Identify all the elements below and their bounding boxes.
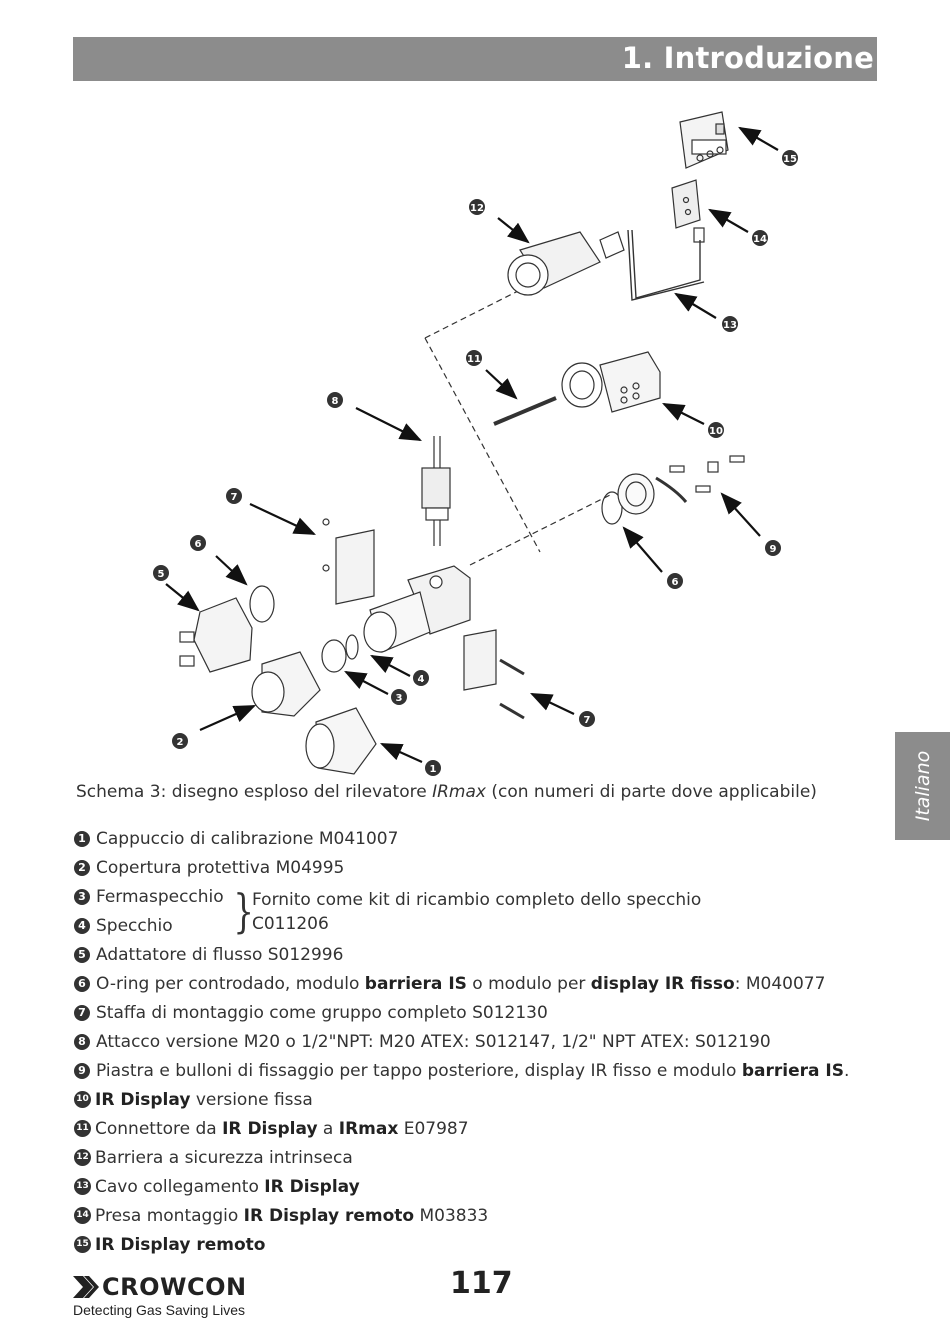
- svg-text:9: 9: [769, 544, 777, 555]
- part-number-badge: 13: [74, 1178, 91, 1195]
- svg-text:7: 7: [583, 715, 591, 726]
- callout-7-top: [226, 488, 242, 504]
- callout-10: [708, 422, 724, 438]
- callout-15: [782, 150, 798, 166]
- remote-display-part: [680, 112, 728, 168]
- calibration-cap-part: [306, 708, 376, 774]
- svg-text:3: 3: [395, 693, 403, 704]
- part-item-5: [74, 940, 874, 969]
- logo-wordmark: CROWCON: [73, 1273, 247, 1301]
- part-label: IR Display remoto: [95, 1234, 266, 1255]
- part-number-badge: 15: [74, 1236, 91, 1253]
- part-number-badge: 7: [74, 1005, 90, 1021]
- part-label: O-ring per controdado, modulo barriera IS o modulo per display IR fisso: M040077: [96, 973, 826, 994]
- header-bar: [73, 37, 877, 81]
- part-item-9: [74, 1056, 874, 1085]
- figure-caption: Schema 3: disegno esploso del rilevatore IRmax (con numeri di parte dove applicabile): [76, 782, 817, 802]
- part-number-badge: 12: [74, 1149, 91, 1166]
- logo-tagline: Detecting Gas Saving Lives: [73, 1302, 245, 1318]
- callout-6-left: [190, 535, 206, 551]
- part-number-badge: 1: [74, 831, 90, 847]
- callout-7-bottom: [579, 711, 595, 727]
- callout-9: [765, 540, 781, 556]
- crowcon-mark-icon: [73, 1276, 99, 1298]
- part-label: Fermaspecchio: [96, 886, 224, 907]
- callout-14: [752, 230, 768, 246]
- part-label: Copertura protettiva M04995: [96, 857, 345, 878]
- callout-8: [327, 392, 343, 408]
- part-label: Piastra e bulloni di fissaggio per tappo posteriore, display IR fisso e modulo barriera IS.: [96, 1060, 850, 1081]
- part-item-12: [74, 1143, 874, 1172]
- part-label: Staffa di montaggio come gruppo completo S012130: [96, 1002, 548, 1023]
- part-item-7: [74, 998, 874, 1027]
- part-item-14: [74, 1201, 874, 1230]
- part-label: Barriera a sicurezza intrinseca: [95, 1147, 353, 1168]
- callout-12: [469, 199, 485, 215]
- svg-text:14: 14: [753, 234, 767, 245]
- svg-text:5: 5: [157, 569, 165, 580]
- part-item-6: [74, 969, 874, 998]
- language-tab-label: Italiano: [911, 750, 934, 822]
- callout-11: [466, 350, 482, 366]
- svg-text:4: 4: [417, 674, 425, 685]
- callout-5: [153, 565, 169, 581]
- detector-body-part: [364, 566, 470, 652]
- svg-text:8: 8: [331, 396, 339, 407]
- svg-text:7: 7: [230, 492, 238, 503]
- part-item-1: [74, 824, 874, 853]
- crowcon-logo: [73, 1273, 247, 1318]
- part-number-badge: 11: [74, 1120, 91, 1137]
- part-item-10: [74, 1085, 874, 1114]
- brace-icon: }: [233, 884, 254, 938]
- mirror-kit-note: Fornito come kit di ricambio completo dello specchio C011206: [252, 890, 702, 934]
- svg-text:1: 1: [429, 764, 437, 775]
- svg-text:15: 15: [783, 154, 797, 165]
- part-label: Presa montaggio IR Display remoto M03833: [95, 1205, 489, 1226]
- callout-4: [413, 670, 429, 686]
- part-number-badge: 3: [74, 889, 90, 905]
- barrier-part: [508, 232, 624, 295]
- callout-3: [391, 689, 407, 705]
- svg-text:6: 6: [194, 539, 202, 550]
- part-item-13: [74, 1172, 874, 1201]
- part-number-badge: 14: [74, 1207, 91, 1224]
- exploded-view-diagram: [0, 90, 950, 780]
- part-number-badge: 6: [74, 976, 90, 992]
- callout-13: [722, 316, 738, 332]
- part-label: IR Display versione fissa: [95, 1089, 313, 1110]
- svg-text:10: 10: [709, 426, 723, 437]
- part-label: Cavo collegamento IR Display: [95, 1176, 360, 1197]
- part-label: Specchio: [96, 915, 173, 936]
- fixed-display-part: [562, 352, 660, 412]
- part-label: Attacco versione M20 o 1/2"NPT: M20 ATEX: S012147, 1/2" NPT ATEX: S012190: [96, 1031, 771, 1052]
- part-item-15: [74, 1230, 874, 1259]
- part-number-badge: 8: [74, 1034, 90, 1050]
- svg-text:12: 12: [470, 203, 484, 214]
- protective-cover-part: [252, 652, 320, 716]
- parts-list: [74, 824, 874, 1259]
- callout-1: [425, 760, 441, 776]
- part-item-8: [74, 1027, 874, 1056]
- part-item-4: [74, 911, 173, 940]
- svg-text:2: 2: [176, 737, 184, 748]
- part-number-badge: 2: [74, 860, 90, 876]
- part-label: Cappuccio di calibrazione M041007: [96, 828, 399, 849]
- part-number-badge: 10: [74, 1091, 91, 1108]
- callout-6-right: [667, 573, 683, 589]
- mount-part: [672, 180, 700, 228]
- part-number-badge: 4: [74, 918, 90, 934]
- mirror-kit-group: [74, 882, 874, 940]
- part-item-2: [74, 853, 874, 882]
- section-title: 1. Introduzione: [621, 41, 874, 75]
- svg-text:11: 11: [467, 354, 481, 365]
- svg-text:6: 6: [671, 577, 679, 588]
- part-item-11: [74, 1114, 874, 1143]
- part-number-badge: 5: [74, 947, 90, 963]
- svg-text:13: 13: [723, 320, 737, 331]
- page-number: 117: [450, 1266, 513, 1301]
- callout-2: [172, 733, 188, 749]
- gland-part: [422, 436, 450, 546]
- part-number-badge: 9: [74, 1063, 90, 1079]
- part-label: Connettore da IR Display a IRmax E07987: [95, 1118, 469, 1139]
- part-item-3: [74, 882, 224, 911]
- part-label: Adattatore di flusso S012996: [96, 944, 344, 965]
